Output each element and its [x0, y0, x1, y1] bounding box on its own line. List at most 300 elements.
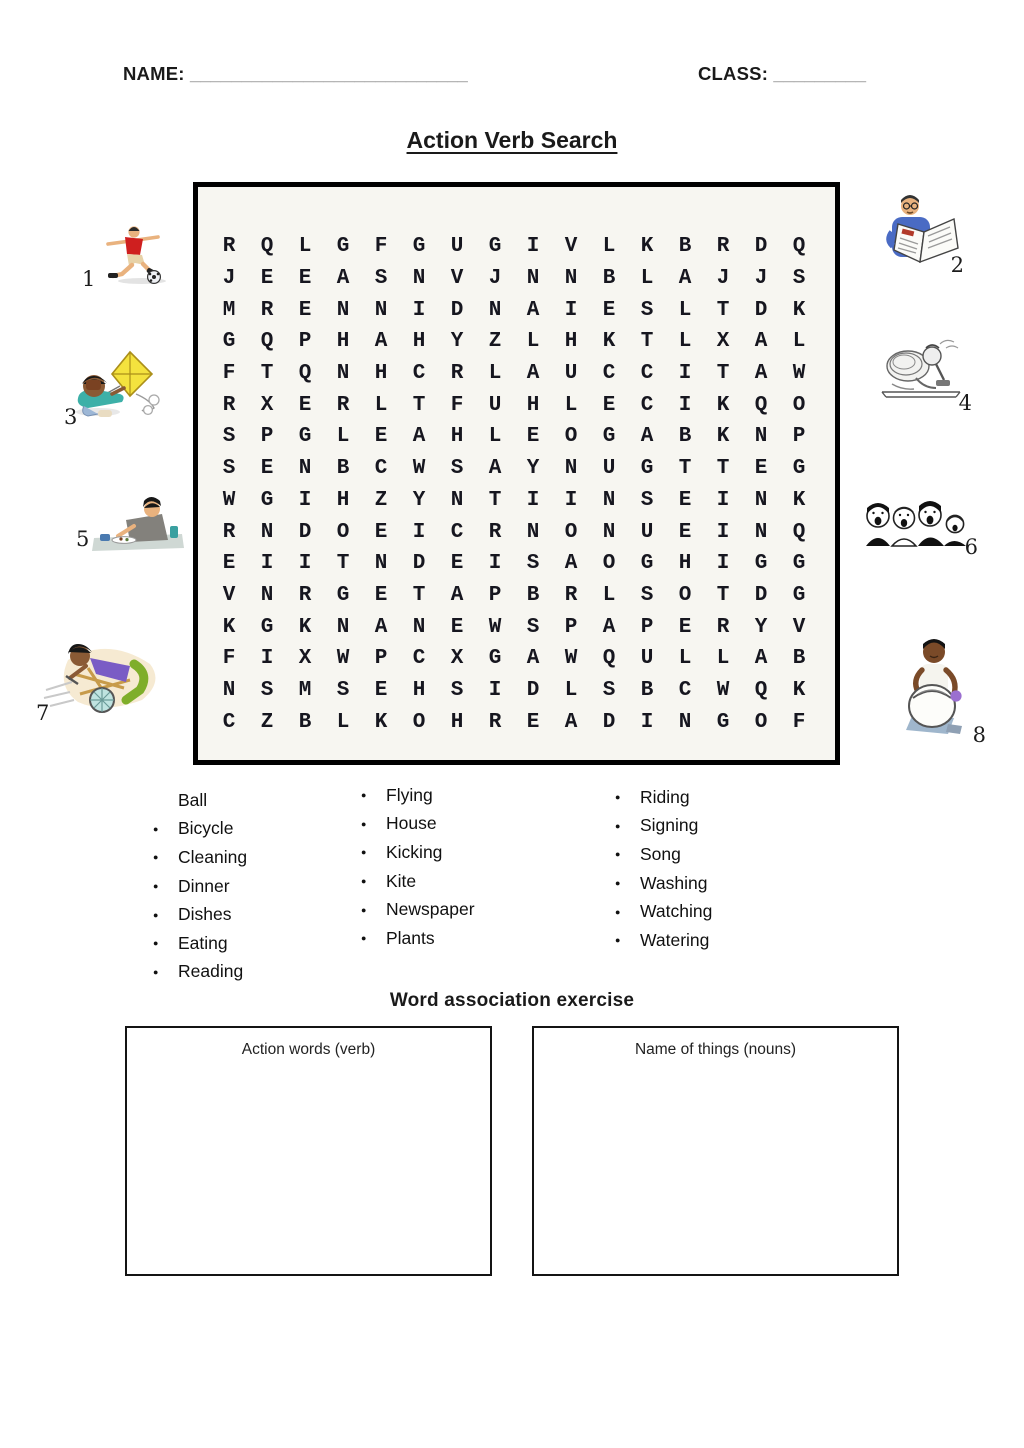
grid-letter-r13c4: N	[336, 615, 350, 639]
grid-letter-r2c13: A	[678, 267, 692, 291]
word-list-word: Plants	[386, 927, 435, 948]
grid-letter-r15c11: S	[602, 678, 616, 702]
grid-letter-r8c7: S	[450, 457, 464, 481]
figure-number-1: 1	[82, 267, 96, 291]
grid-letter-r1c11: L	[602, 235, 616, 259]
grid-letter-r4c3: P	[298, 330, 312, 354]
figure-number-4: 4	[958, 391, 972, 415]
word-list-item	[610, 783, 712, 812]
grid-letter-r4c2: Q	[260, 330, 274, 354]
grid-letter-r1c4: G	[336, 235, 350, 259]
grid-letter-r4c15: A	[754, 330, 768, 354]
grid-letter-r15c4: S	[336, 678, 350, 702]
grid-letter-r10c6: I	[412, 520, 426, 544]
grid-letter-r6c10: L	[564, 393, 578, 417]
grid-letter-r12c3: R	[298, 583, 312, 607]
grid-letter-r1c1: R	[222, 235, 236, 259]
grid-letter-r11c15: G	[754, 552, 768, 576]
grid-letter-r11c11: O	[602, 552, 616, 576]
grid-letter-r12c10: R	[564, 583, 578, 607]
grid-letter-r2c11: B	[602, 267, 616, 291]
grid-letter-r16c3: B	[298, 710, 312, 734]
grid-letter-r8c16: G	[792, 457, 806, 481]
grid-letter-r13c12: P	[640, 615, 654, 639]
grid-letter-r16c15: O	[754, 710, 768, 734]
grid-letter-r15c5: E	[374, 678, 388, 702]
grid-letter-r15c15: Q	[754, 678, 768, 702]
grid-letter-r10c16: Q	[792, 520, 806, 544]
kicking-ball-illustration	[84, 224, 180, 286]
word-list-word: Watering	[640, 929, 710, 950]
grid-letter-r11c6: D	[412, 552, 426, 576]
bullet-icon: ●	[153, 966, 159, 977]
grid-letter-r2c10: N	[564, 267, 578, 291]
grid-letter-r15c12: B	[640, 678, 654, 702]
grid-letter-r6c6: T	[412, 393, 426, 417]
word-list-item	[610, 869, 712, 898]
grid-letter-r2c5: S	[374, 267, 388, 291]
grid-letter-r11c4: T	[336, 552, 350, 576]
grid-letter-r11c9: S	[526, 552, 540, 576]
grid-letter-r12c1: V	[222, 583, 236, 607]
grid-letter-r9c2: G	[260, 488, 274, 512]
grid-letter-r14c6: C	[412, 647, 426, 671]
grid-letter-r16c1: C	[222, 710, 236, 734]
grid-letter-r10c12: U	[640, 520, 654, 544]
grid-letter-r7c13: B	[678, 425, 692, 449]
grid-letter-r16c9: E	[526, 710, 540, 734]
grid-letter-r6c16: O	[792, 393, 806, 417]
bullet-icon: ●	[615, 935, 621, 946]
grid-letter-r7c4: L	[336, 425, 350, 449]
word-list-item	[610, 926, 712, 955]
grid-letter-r14c16: B	[792, 647, 806, 671]
eating-dinner-illustration	[88, 496, 188, 558]
clipart-singing-choir	[860, 494, 978, 559]
grid-letter-r4c11: K	[602, 330, 616, 354]
grid-letter-r9c7: N	[450, 488, 464, 512]
grid-letter-r5c16: W	[792, 362, 806, 386]
grid-letter-r5c14: T	[716, 362, 730, 386]
grid-letter-r15c7: S	[450, 678, 464, 702]
word-list-word: Dishes	[178, 904, 232, 925]
grid-letter-r3c13: L	[678, 298, 692, 322]
grid-letter-r8c6: W	[412, 457, 426, 481]
grid-letter-r4c13: L	[678, 330, 692, 354]
grid-letter-r5c3: Q	[298, 362, 312, 386]
grid-letter-r16c10: A	[564, 710, 578, 734]
association-heading: Word association exercise	[389, 990, 635, 1011]
name-label: NAME:	[123, 63, 185, 84]
grid-letter-r14c2: I	[260, 647, 274, 671]
grid-letter-r7c12: A	[640, 425, 654, 449]
grid-letter-r5c15: A	[754, 362, 768, 386]
grid-letter-r5c7: R	[450, 362, 464, 386]
grid-letter-r10c4: O	[336, 520, 350, 544]
word-list-item	[356, 867, 475, 896]
grid-letter-r9c1: W	[222, 488, 236, 512]
grid-letter-r4c4: H	[336, 330, 350, 354]
class-label: CLASS:	[698, 63, 769, 84]
grid-letter-r9c5: Z	[374, 488, 388, 512]
name-blank-line[interactable]: ___________________________	[189, 63, 468, 84]
word-list-item	[356, 924, 475, 953]
grid-letter-r12c9: B	[526, 583, 540, 607]
word-list-item	[148, 815, 247, 844]
grid-letter-r10c1: R	[222, 520, 236, 544]
word-list-word: House	[386, 813, 437, 834]
grid-letter-r14c13: L	[678, 647, 692, 671]
grid-letter-r16c5: K	[374, 710, 388, 734]
noun-answer-box[interactable]	[532, 1026, 899, 1276]
grid-letter-r15c10: L	[564, 678, 578, 702]
grid-letter-r6c15: Q	[754, 393, 768, 417]
grid-letter-r15c14: W	[716, 678, 730, 702]
grid-letter-r2c8: J	[488, 267, 502, 291]
grid-letter-r1c14: R	[716, 235, 730, 259]
grid-letter-r16c13: N	[678, 710, 692, 734]
grid-letter-r3c7: D	[450, 298, 464, 322]
word-list-item	[148, 872, 247, 901]
grid-letter-r12c16: G	[792, 583, 806, 607]
grid-letter-r1c9: I	[526, 235, 540, 259]
word-list-word: Ball	[178, 789, 208, 810]
grid-letter-r15c8: I	[488, 678, 502, 702]
grid-letter-r7c8: L	[488, 425, 502, 449]
grid-letter-r6c13: I	[678, 393, 692, 417]
word-list-word: Kicking	[386, 841, 443, 862]
grid-letter-r9c8: T	[488, 488, 502, 512]
grid-letter-r12c4: G	[336, 583, 350, 607]
grid-letter-r1c7: U	[450, 235, 464, 259]
bullet-icon: ●	[615, 878, 621, 889]
grid-letter-r1c16: Q	[792, 235, 806, 259]
grid-letter-r8c10: N	[564, 457, 578, 481]
grid-letter-r13c10: P	[564, 615, 578, 639]
grid-letter-r16c12: I	[640, 710, 654, 734]
bullet-icon: ●	[361, 933, 367, 944]
clipart-cleaning-floor	[876, 334, 972, 415]
grid-letter-r10c15: N	[754, 520, 768, 544]
grid-letter-r13c8: W	[488, 615, 502, 639]
bullet-icon: ●	[153, 823, 159, 834]
word-list-column	[148, 786, 247, 986]
grid-letter-r12c2: N	[260, 583, 274, 607]
word-list-word: Washing	[640, 872, 708, 893]
word-list-word: Eating	[178, 932, 228, 953]
clipart-washing-dishes	[886, 636, 986, 747]
grid-letter-r13c14: R	[716, 615, 730, 639]
word-list-item	[610, 812, 712, 841]
grid-letter-r13c7: E	[450, 615, 464, 639]
grid-letter-r4c12: T	[640, 330, 654, 354]
word-list-item	[356, 895, 475, 924]
grid-letter-r8c1: S	[222, 457, 236, 481]
grid-letter-r13c5: A	[374, 615, 388, 639]
grid-letter-r8c14: T	[716, 457, 730, 481]
figure-number-5: 5	[76, 527, 90, 551]
bullet-icon: ●	[153, 938, 159, 949]
grid-letter-r12c15: D	[754, 583, 768, 607]
grid-letter-r10c11: N	[602, 520, 616, 544]
grid-letter-r7c7: H	[450, 425, 464, 449]
word-list-item	[356, 781, 475, 810]
grid-letter-r5c11: C	[602, 362, 616, 386]
grid-letter-r6c1: R	[222, 393, 236, 417]
grid-letter-r8c5: C	[374, 457, 388, 481]
word-list-item	[610, 897, 712, 926]
class-field	[698, 63, 866, 85]
grid-letter-r2c14: J	[716, 267, 730, 291]
clipart-eating-dinner	[76, 496, 188, 558]
grid-letter-r12c13: O	[678, 583, 692, 607]
name-field	[123, 63, 468, 85]
bullet-icon: ●	[615, 792, 621, 803]
riding-bicycle-illustration	[38, 630, 170, 718]
grid-letter-r15c3: M	[298, 678, 312, 702]
singing-choir-illustration	[860, 494, 974, 550]
word-list-column	[610, 783, 712, 955]
word-list-item	[148, 958, 247, 987]
grid-letter-r16c11: D	[602, 710, 616, 734]
grid-letter-r4c5: A	[374, 330, 388, 354]
grid-letter-r9c16: K	[792, 488, 806, 512]
grid-letter-r10c10: O	[564, 520, 578, 544]
grid-letter-r16c14: G	[716, 710, 730, 734]
grid-letter-r13c13: E	[678, 615, 692, 639]
grid-letter-r14c14: L	[716, 647, 730, 671]
bullet-icon: ●	[615, 849, 621, 860]
grid-letter-r3c8: N	[488, 298, 502, 322]
word-list-word: Flying	[386, 784, 433, 805]
grid-letter-r8c8: A	[488, 457, 502, 481]
grid-letter-r15c9: D	[526, 678, 540, 702]
bullet-icon: ●	[361, 818, 367, 829]
grid-letter-r14c4: W	[336, 647, 350, 671]
grid-letter-r4c14: X	[716, 330, 730, 354]
grid-letter-r12c6: T	[412, 583, 426, 607]
grid-letter-r6c8: U	[488, 393, 502, 417]
grid-letter-r2c1: J	[222, 267, 236, 291]
grid-letter-r3c6: I	[412, 298, 426, 322]
word-list-word: Dinner	[178, 875, 230, 896]
grid-letter-r10c7: C	[450, 520, 464, 544]
grid-letter-r11c12: G	[640, 552, 654, 576]
figure-number-3: 3	[64, 405, 78, 429]
verb-answer-box[interactable]	[125, 1026, 492, 1276]
grid-letter-r8c4: B	[336, 457, 350, 481]
word-list-word: Cleaning	[178, 846, 248, 867]
grid-letter-r6c5: L	[374, 393, 388, 417]
bullet-icon: ●	[153, 909, 159, 920]
grid-letter-r11c2: I	[260, 552, 274, 576]
grid-letter-r3c14: T	[716, 298, 730, 322]
word-list-word: Bicycle	[178, 818, 234, 839]
grid-letter-r16c4: L	[336, 710, 350, 734]
grid-letter-r11c5: N	[374, 552, 388, 576]
grid-letter-r2c16: S	[792, 267, 806, 291]
cleaning-floor-illustration	[876, 334, 966, 404]
grid-letter-r7c15: N	[754, 425, 768, 449]
grid-letter-r13c3: K	[298, 615, 312, 639]
grid-letter-r5c5: H	[374, 362, 388, 386]
noun-box-label: Name of things (nouns)	[634, 1041, 797, 1058]
figure-number-7: 7	[36, 701, 50, 725]
grid-letter-r10c2: N	[260, 520, 274, 544]
word-list-item	[148, 786, 247, 815]
grid-letter-r9c4: H	[336, 488, 350, 512]
grid-letter-r5c9: A	[526, 362, 540, 386]
grid-letter-r8c11: U	[602, 457, 616, 481]
grid-letter-r13c16: V	[792, 615, 806, 639]
word-list-item	[356, 810, 475, 839]
clipart-flying-kite	[64, 350, 164, 429]
bullet-icon: ●	[153, 881, 159, 892]
grid-letter-r1c2: Q	[260, 235, 274, 259]
grid-letter-r2c4: A	[336, 267, 350, 291]
grid-letter-r4c6: H	[412, 330, 426, 354]
grid-letter-r13c2: G	[260, 615, 274, 639]
bullet-icon: ●	[361, 876, 367, 887]
grid-letter-r9c3: I	[298, 488, 312, 512]
grid-letter-r6c9: H	[526, 393, 540, 417]
grid-letter-r3c12: S	[640, 298, 654, 322]
grid-letter-r9c9: I	[526, 488, 540, 512]
bullet-icon: ●	[361, 904, 367, 915]
grid-letter-r11c16: G	[792, 552, 806, 576]
grid-letter-r10c8: R	[488, 520, 502, 544]
grid-letter-r2c2: E	[260, 267, 274, 291]
word-list-item	[148, 900, 247, 929]
class-blank-line[interactable]: _________	[773, 63, 867, 84]
word-list-word: Riding	[640, 786, 690, 807]
grid-letter-r2c3: E	[298, 267, 312, 291]
word-list-item	[610, 840, 712, 869]
grid-letter-r12c14: T	[716, 583, 730, 607]
grid-letter-r16c16: F	[792, 710, 806, 734]
word-list-word: Watching	[640, 901, 713, 922]
grid-letter-r12c11: L	[602, 583, 616, 607]
word-search-grid	[198, 187, 835, 738]
grid-letter-r7c14: K	[716, 425, 730, 449]
grid-letter-r5c12: C	[640, 362, 654, 386]
flying-kite-illustration	[68, 350, 164, 420]
reading-newspaper-illustration	[866, 192, 960, 274]
word-list-word: Signing	[640, 815, 699, 836]
grid-letter-r13c1: K	[222, 615, 236, 639]
grid-letter-r14c1: F	[222, 647, 236, 671]
grid-letter-r12c7: A	[450, 583, 464, 607]
grid-letter-r9c11: N	[602, 488, 616, 512]
grid-letter-r16c8: R	[488, 710, 502, 734]
grid-letter-r7c1: S	[222, 425, 236, 449]
grid-letter-r15c13: C	[678, 678, 692, 702]
grid-letter-r7c10: O	[564, 425, 578, 449]
grid-letter-r12c12: S	[640, 583, 654, 607]
grid-letter-r2c6: N	[412, 267, 426, 291]
grid-letter-r1c10: V	[564, 235, 578, 259]
grid-letter-r3c2: R	[260, 298, 274, 322]
bullet-icon: ●	[615, 820, 621, 831]
word-list-item	[356, 838, 475, 867]
grid-letter-r10c14: I	[716, 520, 730, 544]
grid-letter-r16c2: Z	[260, 710, 274, 734]
grid-letter-r1c6: G	[412, 235, 426, 259]
grid-letter-r8c15: E	[754, 457, 768, 481]
grid-letter-r3c1: M	[222, 298, 236, 322]
grid-letter-r1c15: D	[754, 235, 768, 259]
grid-letter-r11c10: A	[564, 552, 578, 576]
grid-letter-r2c12: L	[640, 267, 654, 291]
grid-letter-r5c10: U	[564, 362, 578, 386]
bullet-icon: ●	[153, 852, 159, 863]
grid-letter-r14c9: A	[526, 647, 540, 671]
grid-letter-r11c3: I	[298, 552, 312, 576]
grid-letter-r9c14: I	[716, 488, 730, 512]
grid-letter-r14c3: X	[298, 647, 312, 671]
bullet-icon: ●	[361, 847, 367, 858]
grid-letter-r14c11: Q	[602, 647, 616, 671]
figure-number-6: 6	[964, 535, 978, 559]
grid-letter-r6c2: X	[260, 393, 274, 417]
grid-letter-r4c8: Z	[488, 330, 502, 354]
bullet-icon: ●	[361, 790, 367, 801]
grid-letter-r9c6: Y	[412, 488, 426, 512]
figure-number-2: 2	[950, 253, 964, 277]
grid-letter-r7c2: P	[260, 425, 274, 449]
verb-box-label: Action words (verb)	[241, 1041, 376, 1058]
grid-letter-r13c11: A	[602, 615, 616, 639]
grid-letter-r12c5: E	[374, 583, 388, 607]
grid-letter-r3c5: N	[374, 298, 388, 322]
grid-letter-r6c7: F	[450, 393, 464, 417]
grid-letter-r10c13: E	[678, 520, 692, 544]
grid-letter-r1c12: K	[640, 235, 654, 259]
grid-letter-r4c7: Y	[450, 330, 464, 354]
word-list-item	[148, 929, 247, 958]
grid-letter-r8c13: T	[678, 457, 692, 481]
grid-letter-r5c1: F	[222, 362, 236, 386]
page-title: Action Verb Search	[406, 127, 618, 153]
word-list-word: Song	[640, 843, 681, 864]
grid-letter-r14c8: G	[488, 647, 502, 671]
grid-letter-r11c1: E	[222, 552, 236, 576]
grid-letter-r6c12: C	[640, 393, 654, 417]
grid-letter-r8c9: Y	[526, 457, 540, 481]
grid-letter-r13c6: N	[412, 615, 426, 639]
grid-letter-r8c3: N	[298, 457, 312, 481]
grid-letter-r15c16: K	[792, 678, 806, 702]
bullet-icon: ●	[615, 906, 621, 917]
clipart-reading-newspaper	[866, 192, 964, 277]
figure-number-8: 8	[972, 723, 986, 747]
grid-letter-r10c3: D	[298, 520, 312, 544]
grid-letter-r15c1: N	[222, 678, 236, 702]
grid-letter-r2c9: N	[526, 267, 540, 291]
word-list-word: Kite	[386, 870, 417, 891]
grid-letter-r1c5: F	[374, 235, 388, 259]
grid-letter-r15c2: S	[260, 678, 274, 702]
grid-letter-r13c9: S	[526, 615, 540, 639]
grid-letter-r3c3: E	[298, 298, 312, 322]
grid-letter-r5c8: L	[488, 362, 502, 386]
grid-letter-r14c15: A	[754, 647, 768, 671]
grid-letter-r15c6: H	[412, 678, 426, 702]
grid-letter-r3c16: K	[792, 298, 806, 322]
grid-letter-r10c9: N	[526, 520, 540, 544]
grid-letter-r4c16: L	[792, 330, 806, 354]
grid-letter-r6c4: R	[336, 393, 350, 417]
